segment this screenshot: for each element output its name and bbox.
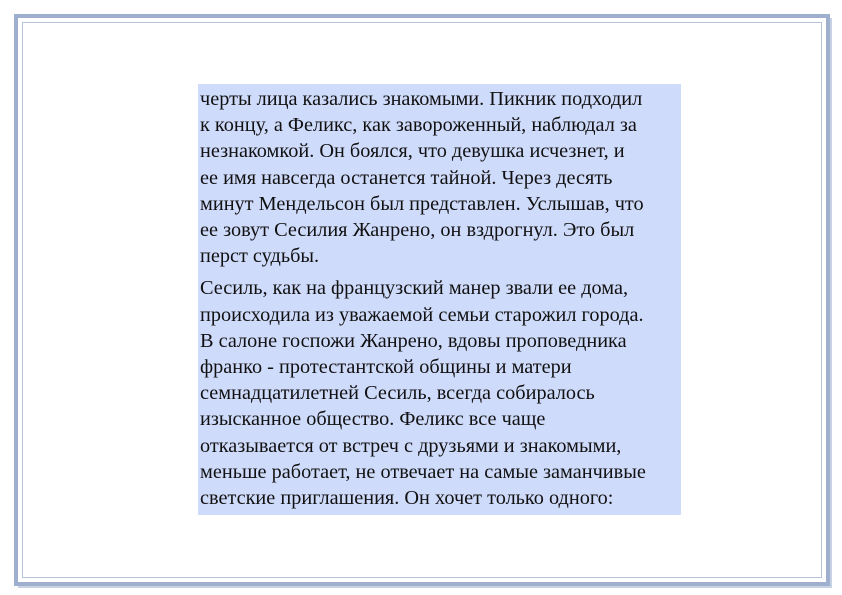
paragraph-2: Сесиль, как на французский манер звали ее дома, происходила из уважаемой семьи старожил города. В салоне госпожи Жанрено, вдовы проповедника франко - протестантской общины и матери семнадцатилетней Сесиль, всегда собиралось изысканное общество. Феликс все чаще отказывается от встреч с друзьями и знакомыми, меньше работает, не отвечает на самые заманчивые светские приглашения. Он хочет только одного: bbox=[200, 277, 646, 510]
paragraph-1: черты лица казались знакомыми. Пикник подходил к концу, а Феликс, как завороженный, наблюдал за незнакомкой. Он боялся, что девушка исчезнет, и ее имя навсегда останется тайной. Через десять минут Мендельсон был представлен. Услышав, что ее зовут Сесилия Жанрено, он вздрогнул. Это был перст судьбы. bbox=[200, 88, 644, 268]
text-box[interactable] bbox=[198, 84, 681, 515]
